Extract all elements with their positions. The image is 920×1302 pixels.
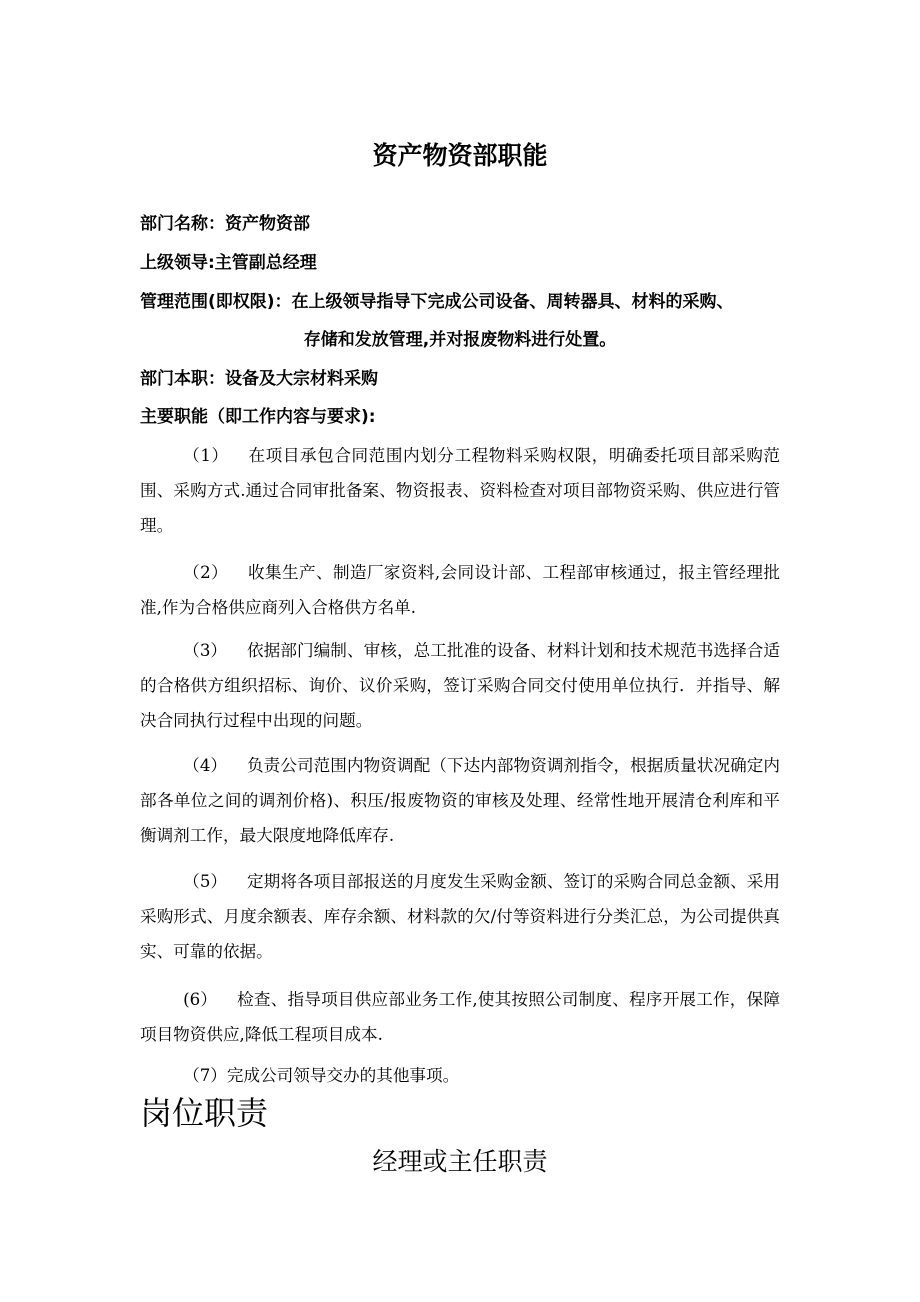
function-item-6 (140, 982, 780, 1052)
superior-line: 上级领导:主管副总经理 (140, 253, 317, 273)
duty-line: 部门本职：设备及大宗材料采购 (140, 369, 378, 389)
item-number: （4） (183, 756, 228, 775)
function-item-2 (140, 555, 780, 625)
item-text: 依据部门编制、审核，总工批准的设备、材料计划和技术规范书选择合适的合格供方组织招标、询价、议价采购，签订采购合同交付使用单位执行．并指导、解决合同执行过程中出现的问题。 (140, 641, 781, 730)
subsection-heading: 经理或主任职责 (372, 1147, 548, 1176)
main-functions-heading: 主要职能（即工作内容与要求): (140, 407, 376, 427)
function-item-3 (140, 633, 780, 738)
section-heading: 岗位职责 (140, 1094, 269, 1132)
item-text: 在项目承包合同范围内划分工程物料采购权限，明确委托项目部采购范围、采购方式.通过合同审批备案、物资报表、资料检查对项目部物资采购、供应进行管理。 (140, 446, 780, 535)
document-title: 资产物资部职能 (372, 141, 548, 170)
item-number: （2） (183, 563, 229, 582)
function-item-7: （7）完成公司领导交办的其他事项。 (183, 1066, 460, 1085)
item-number: （1） (183, 446, 229, 465)
dept-name-line: 部门名称：资产物资部 (140, 214, 310, 234)
scope-line-1: 管理范围(即权限)：在上级领导指导下完成公司设备、周转器具、材料的采购、 (140, 292, 734, 312)
function-item-4 (140, 748, 780, 853)
item-number: （3） (183, 641, 228, 660)
function-item-1 (140, 438, 780, 543)
item-text: 检查、指导项目供应部业务工作,使其按照公司制度、程序开展工作，保障项目物资供应,降低工程项目成本. (140, 990, 780, 1044)
item-text: 负责公司范围内物资调配（下达内部物资调剂指令，根据质量状况确定内部各单位之间的调剂价格)、积压/报废物资的审核及处理、经常性地开展清仓利库和平衡调剂工作，最大限度地降低库存. (140, 756, 781, 845)
scope-line-2: 存储和发放管理,并对报废物料进行处置。 (303, 330, 617, 350)
item-text: 收集生产、制造厂家资料,会同设计部、工程部审核通过，报主管经理批准,作为合格供应商列入合格供方名单. (140, 563, 780, 617)
item-number: (6） (183, 990, 218, 1009)
function-item-5 (140, 864, 780, 969)
item-text: 定期将各项目部报送的月度发生采购金额、签订的采购合同总金额、采用采购形式、月度余额表、库存余额、材料款的欠/付等资料进行分类汇总，为公司提供真实、可靠的依据。 (140, 872, 781, 961)
item-number: （5） (183, 872, 228, 891)
